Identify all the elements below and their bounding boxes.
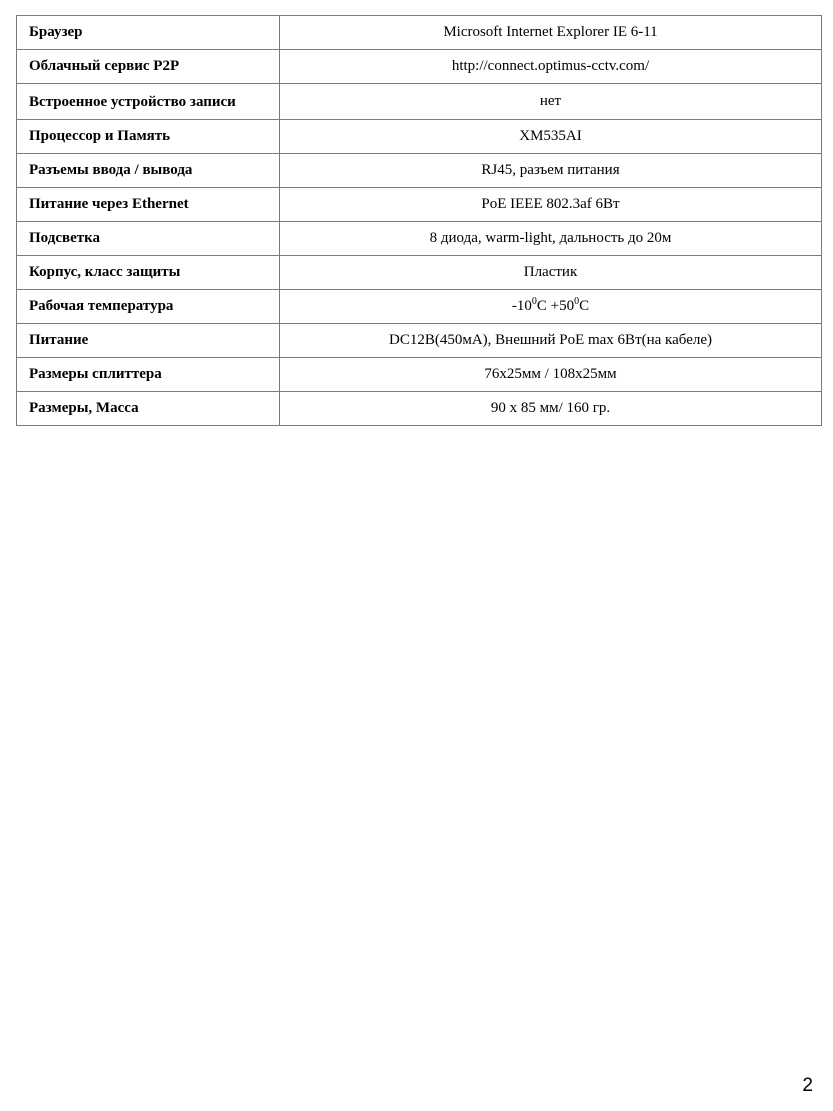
spec-label: Разъемы ввода / вывода [17, 154, 280, 188]
table-row [17, 84, 822, 120]
degree-superscript: 0 [574, 296, 580, 307]
spec-value: 90 x 85 мм/ 160 гр. [280, 392, 822, 426]
table-row [17, 120, 822, 154]
spec-label: Подсветка [17, 222, 280, 256]
temp-max: C +50 [536, 298, 575, 314]
spec-label: Облачный сервис P2P [17, 50, 280, 84]
spec-value-temperature [280, 290, 822, 324]
temp-unit: C [579, 298, 590, 314]
spec-label: Рабочая температура [17, 290, 280, 324]
spec-value: нет [280, 84, 822, 120]
spec-label: Встроенное устройство записи [17, 84, 280, 120]
spec-label: Питание через Ethernet [17, 188, 280, 222]
table-row [17, 16, 822, 50]
table-row [17, 50, 822, 84]
spec-label: Размеры, Масса [17, 392, 280, 426]
table-row [17, 222, 822, 256]
spec-label: Процессор и Память [17, 120, 280, 154]
table-row [17, 324, 822, 358]
spec-value: http://connect.optimus-cctv.com/ [280, 50, 822, 84]
table-row [17, 290, 822, 324]
spec-value: XM535AI [280, 120, 822, 154]
page-number: 2 [802, 1075, 813, 1096]
spec-label: Корпус, класс защиты [17, 256, 280, 290]
table-row [17, 358, 822, 392]
degree-superscript: 0 [531, 296, 537, 307]
spec-label: Размеры сплиттера [17, 358, 280, 392]
spec-value: Пластик [280, 256, 822, 290]
spec-label: Питание [17, 324, 280, 358]
table-row [17, 392, 822, 426]
table-row [17, 188, 822, 222]
temp-min: -10 [511, 298, 532, 314]
spec-value: 8 диода, warm-light, дальность до 20м [280, 222, 822, 256]
spec-value: Microsoft Internet Explorer IE 6-11 [280, 16, 822, 50]
table-row [17, 256, 822, 290]
spec-value: DC12В(450мА), Внешний PoE max 6Вт(на кабеле) [280, 324, 822, 358]
spec-value: PoE IEEE 802.3af 6Вт [280, 188, 822, 222]
table-row [17, 154, 822, 188]
spec-label: Браузер [17, 16, 280, 50]
spec-value: 76x25мм / 108x25мм [280, 358, 822, 392]
specifications-table [16, 15, 822, 426]
spec-value: RJ45, разъем питания [280, 154, 822, 188]
